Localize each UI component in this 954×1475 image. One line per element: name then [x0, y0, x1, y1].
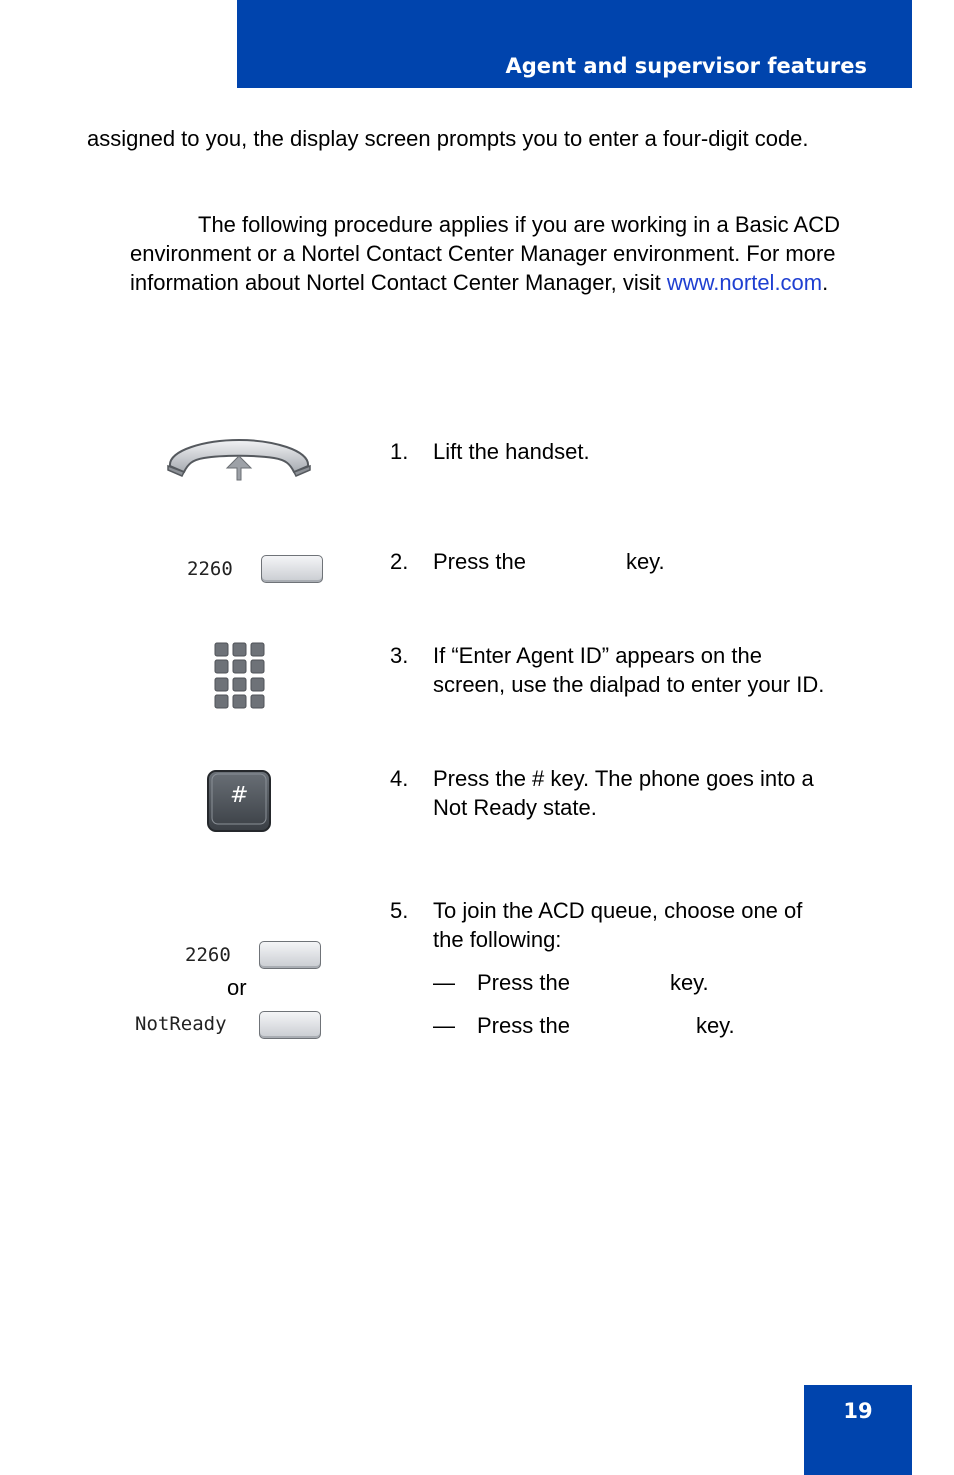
softkey-button[interactable]	[261, 555, 323, 583]
step-text-line-2: the following:	[433, 927, 562, 952]
step-text-line-1: If “Enter Agent ID” appears on the	[433, 643, 762, 668]
step-text-after: key.	[625, 549, 665, 574]
option-text-before: Press the	[477, 970, 570, 995]
step-number: 1.	[390, 439, 409, 464]
hash-key-icon	[206, 769, 272, 833]
option-dash: —	[433, 970, 455, 995]
key-label-notready: NotReady	[135, 1013, 227, 1035]
step-text-line-2: screen, use the dialpad to enter your ID.	[433, 672, 825, 697]
step-text-line-2: Not Ready state.	[433, 795, 597, 820]
option-text-after: key.	[669, 970, 709, 995]
step-5	[390, 896, 870, 956]
chapter-title: Agent and supervisor features	[505, 54, 867, 78]
step-number: 2.	[390, 549, 409, 574]
step-text	[433, 896, 802, 954]
step-text: Lift the handset.	[433, 439, 590, 464]
step-text	[433, 547, 665, 576]
hash-glyph: #	[230, 783, 249, 808]
step-text	[433, 764, 814, 822]
softkey-button-option-2[interactable]	[259, 1011, 321, 1039]
nortel-link[interactable]: www.nortel.com	[666, 270, 823, 295]
step-1	[390, 437, 870, 467]
step-text-before: Press the	[433, 549, 526, 574]
page-number-tab	[804, 1385, 912, 1475]
step-number: 5.	[390, 898, 409, 923]
key-label-2260: 2260	[187, 558, 233, 580]
step-text-line-1: Press the # key. The phone goes into a	[433, 766, 814, 791]
or-text: or	[227, 975, 247, 1000]
step-number: 4.	[390, 766, 409, 791]
step-3	[390, 641, 870, 701]
intro-paragraph: assigned to you, the display screen prompts you to enter a four-digit code.	[87, 126, 809, 151]
option-dash: —	[433, 1013, 455, 1038]
option-text-after: key.	[695, 1013, 735, 1038]
option-1	[433, 968, 833, 998]
step-text-line-1: To join the ACD queue, choose one of	[433, 898, 803, 923]
option-text	[477, 968, 709, 997]
dialpad-icon	[214, 642, 266, 710]
handset-lift-icon	[166, 436, 312, 482]
option-text-before: Press the	[477, 1013, 570, 1038]
option-text	[477, 1011, 735, 1040]
step-2	[390, 547, 870, 577]
key-label-2260-option: 2260	[185, 944, 231, 966]
note-end: .	[822, 270, 829, 295]
step-text	[433, 641, 824, 699]
note-text: The following procedure applies if you are working in a Basic ACD environment or a Nortel Contact Center Manager environment. For more information about Nortel Contact Center Manager, visit	[130, 212, 840, 295]
step-4	[390, 764, 870, 824]
note-paragraph	[130, 210, 870, 297]
option-2	[433, 1011, 833, 1041]
softkey-button-option-1[interactable]	[259, 941, 321, 969]
header-bar	[237, 0, 912, 88]
step-number: 3.	[390, 643, 409, 668]
page-number: 19	[843, 1399, 873, 1423]
